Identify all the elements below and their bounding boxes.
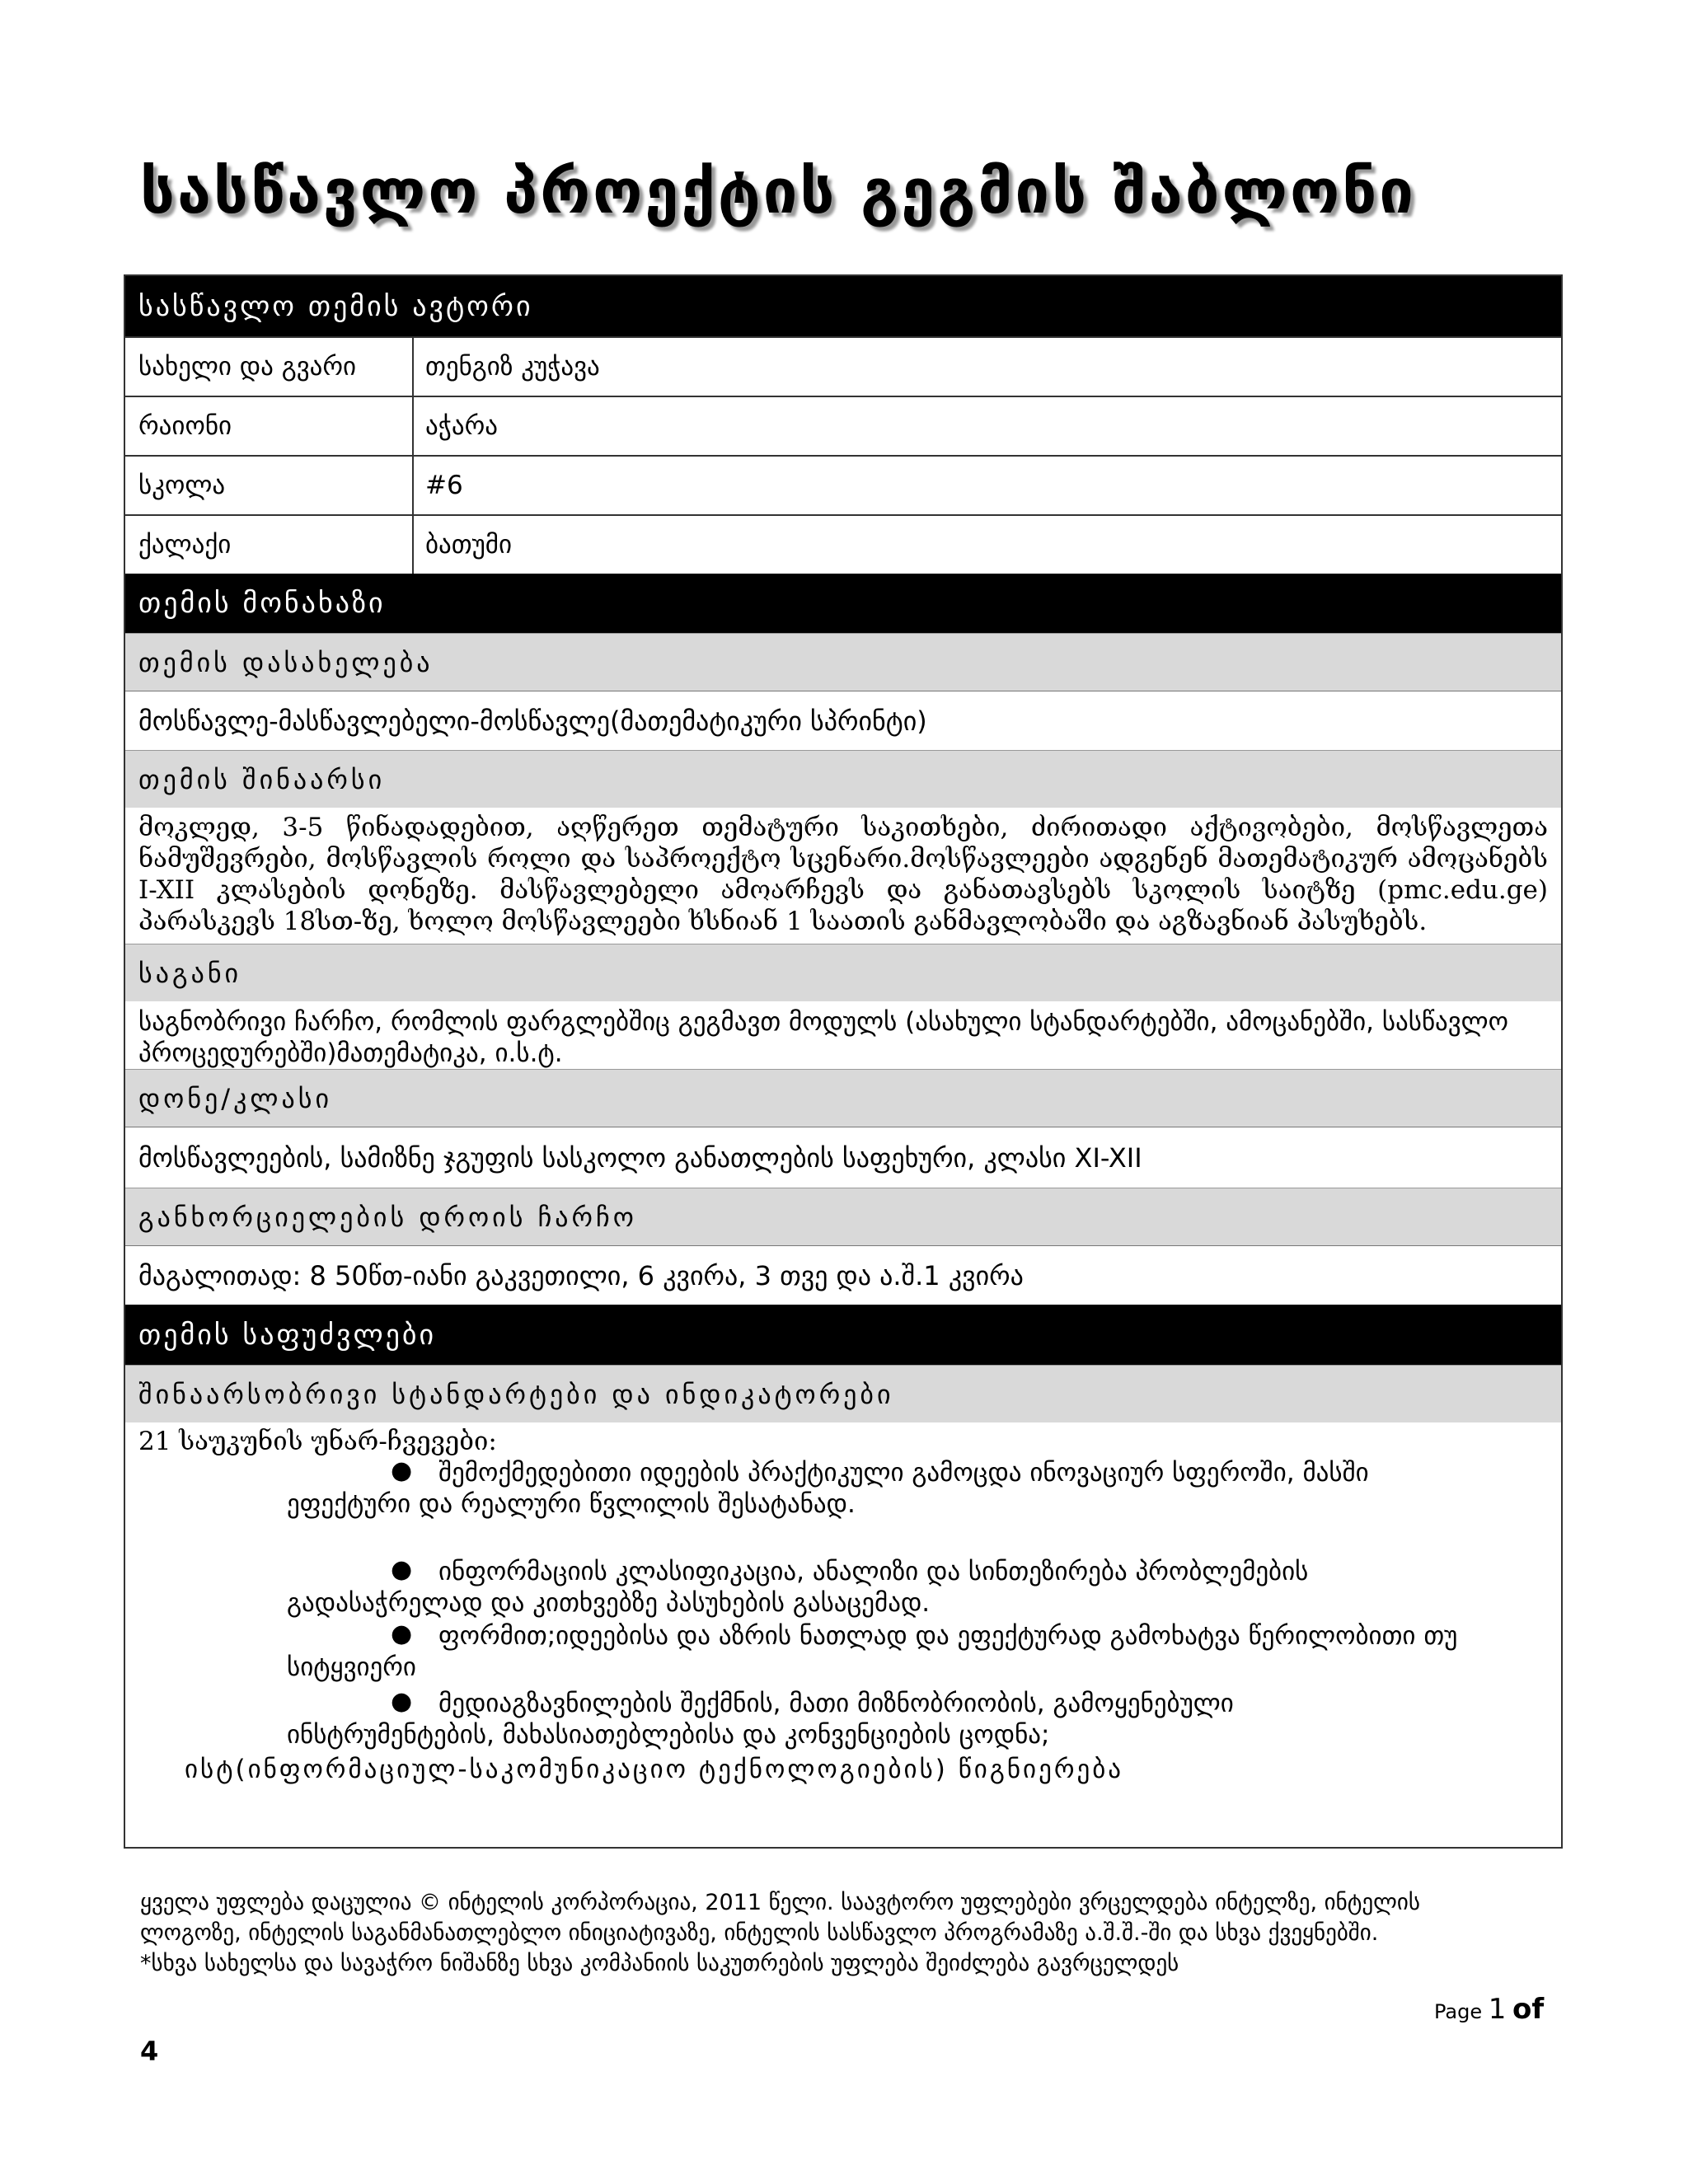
topic-content-label: თემის შინაარსი [125, 750, 1561, 808]
bullet-1-line2: ეფექტური და რეალური წვლილის შესატანად. [287, 1489, 856, 1519]
bullet-1-line1: შემოქმედებითი იდეების პრაქტიკული გამოცდა ინოვაციურ სფეროში, მასში [438, 1458, 1369, 1488]
footer-line-2: ლოგოზე, ინტელის საგანმანათლებლო ინიციატივაზე, ინტელის სასწავლო პროგრამაზე ა.შ.შ.-ში და სხვა ქვეყნებში. [140, 1920, 1379, 1946]
author-row-name [125, 336, 1561, 396]
footer-line-3: *სხვა სახელსა და სავაჭრო ნიშანზე სხვა კომპანიის საკუთრების უფლება შეიძლება გავრცელდეს [140, 1951, 1179, 1976]
author-row-city [125, 514, 1561, 574]
school-label: სკოლა [125, 457, 414, 514]
skills-intro: 21 საუკუნის უნარ-ჩვევები: [138, 1427, 497, 1456]
page-label: Page [1434, 2000, 1483, 2023]
bullet-dot: ● [391, 1456, 413, 1485]
overview-section-header: თემის მონახაზი [125, 574, 1561, 633]
topic-name-label: თემის დასახელება [125, 633, 1561, 691]
bullet-2-line2: გადასაჭრელად და კითხვებზე პასუხების გასაცემად. [287, 1588, 931, 1618]
page-number: 4 [140, 2036, 159, 2067]
subject-label: საგანი [125, 944, 1561, 1001]
page-current: 1 [1488, 1993, 1507, 2026]
page-indicator [1434, 1993, 1544, 2026]
ict-literacy-line: ისტ(ინფორმაციულ-საკომუნიკაციო ტექნოლოგიების) წიგნიერება [185, 1755, 1124, 1784]
bullet-2-line1: ინფორმაციის კლასიფიკაცია, ანალიზი და სინთეზირება პრობლემების [438, 1557, 1309, 1586]
topic-name-value: მოსწავლე-მასწავლებელი-მოსწავლე(მათემატიკური სპრინტი) [125, 691, 1561, 750]
bullet-3-line1: ფორმით;იდეებისა და აზრის ნათლად და ეფექტურად გამოხატვა წერილობითი თუ [438, 1621, 1458, 1651]
city-label: ქალაქი [125, 516, 414, 574]
bullet-4-line2: ინსტრუმენტების, მახასიათებლებისა და კონვენციების ცოდნა; [287, 1720, 1050, 1750]
timeframe-label: განხორციელების დროის ჩარჩო [125, 1188, 1561, 1245]
bullet-dot: ● [391, 1619, 413, 1648]
region-value: აჭარა [425, 411, 499, 441]
standards-label: შინაარსობრივი სტანდარტები და ინდიკატორები [125, 1365, 1561, 1422]
topic-content-value: მოკლედ, 3-5 წინადადებით, აღწერეთ თემატური საკითხები, ძირითადი აქტივობები, მოსწავლეთა ნამუშევრები, მოსწავლის როლი და საპროექტო სცენარი.მოსწავლეები ადგენენ მათემატიკურ ამოცანებს I-XII კლასების დონეზე. მასწავლებელი ამოარჩევს და განათავსებს სკოლის საიტზე (pmc.edu.ge) პარასკევს 18სთ-ზე, ხოლო მოსწავლეები ხსნიან 1 საათის განმავლობაში და აგზავნიან პასუხებს. [138, 813, 1548, 936]
school-value: #6 [425, 471, 463, 500]
author-row-region [125, 396, 1561, 455]
author-name-value: თენგიზ კუჭავა [425, 352, 600, 382]
bullet-dot: ● [391, 1687, 413, 1716]
level-label: დონე/კლასი [125, 1069, 1561, 1127]
bullet-dot: ● [391, 1555, 413, 1584]
subject-value: საგნობრივი ჩარჩო, რომლის ფარგლებშიც გეგმავთ მოდულს (ასახული სტანდარტებში, ამოცანებში, სასწავლო პროცედურებში)მათემატიკა, ი.ს.ტ. [138, 1007, 1509, 1068]
timeframe-value: მაგალითად: 8 50წთ-იანი გაკვეთილი, 6 კვირა, 3 თვე და ა.შ.1 კვირა [125, 1245, 1561, 1305]
project-plan-table [124, 274, 1563, 1849]
author-name-label: სახელი და გვარი [125, 338, 414, 396]
level-value: მოსწავლეების, სამიზნე ჯგუფის სასკოლო განათლების საფეხური, კლასი XI-XII [125, 1127, 1561, 1188]
bullet-3-line2: სიტყვიერი [287, 1652, 416, 1682]
page-of: of [1512, 1993, 1545, 2026]
region-label: რაიონი [125, 397, 414, 455]
city-value: ბათუმი [425, 530, 513, 560]
page-title: სასწავლო პროექტის გეგმის შაბლონი [140, 157, 1416, 227]
copyright-footer [140, 1887, 1541, 1979]
bullet-4-line1: მედიაგზავნილების შექმნის, მათი მიზნობრიობის, გამოყენებული [438, 1689, 1234, 1718]
foundations-section-header: თემის საფუძვლები [125, 1305, 1561, 1365]
author-row-school [125, 455, 1561, 514]
author-section-header: სასწავლო თემის ავტორი [125, 276, 1561, 336]
footer-line-1: ყველა უფლება დაცულია © ინტელის კორპორაცია, 2011 წელი. საავტორო უფლებები ვრცელდება ინტელზე, ინტელის [140, 1890, 1420, 1915]
